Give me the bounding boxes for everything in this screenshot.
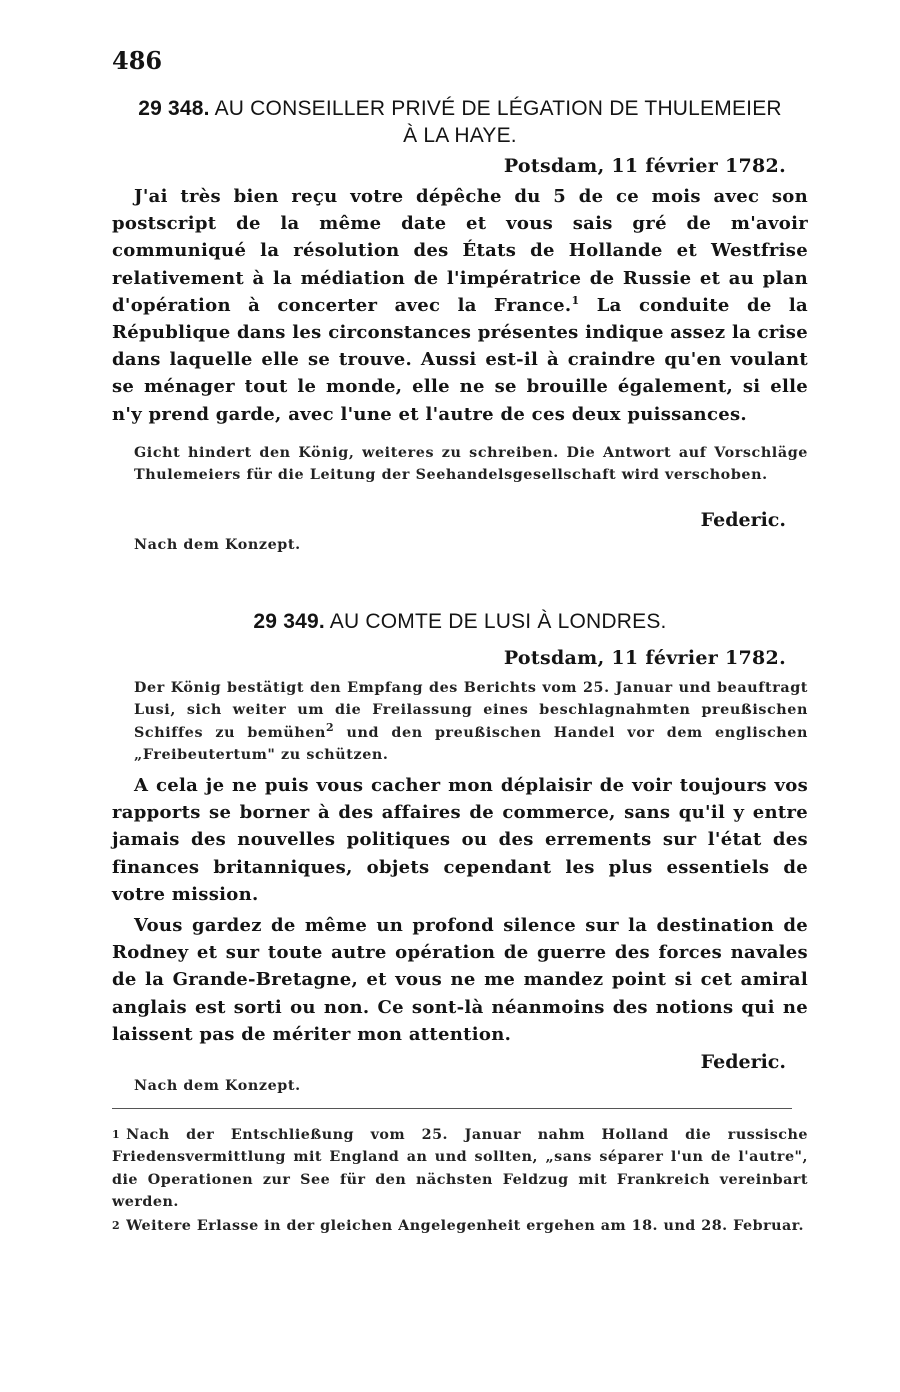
footnote-1-mark: 1 — [112, 1128, 121, 1141]
letter2-heading — [112, 608, 808, 635]
letter2-summary-part1: Der König bestätigt den Empfang des Berichts vom 25. Januar und beauftragt Lusi, sich weiter um die Freilassung eines beschlagnahmten preußischen Schiffes zu bemühen — [134, 680, 808, 741]
letter1-body-part1: J'ai très bien reçu votre dépêche du 5 de ce mois avec son postscript de la même date et vous sais gré de m'avoir communiqué la résolution des États de Hollande et Westfrise relativement à la médiation de l'impératrice de Russie et au plan d'opération à concerter avec la France. — [112, 186, 808, 316]
footnote-2-text: Weitere Erlasse in der gleichen Angelegenheit ergehen am 18. und 28. Februar. — [126, 1218, 804, 1234]
letter2-summary — [134, 677, 808, 767]
letter2-paragraph-1: A cela je ne puis vous cacher mon déplaisir de voir toujours vos rapports se borner à des affaires de commerce, sans qu'il y entre jamais des nouvelles politiques ou des errements sur l'état des finances britanniques, objets cependant les plus essentiels de votre mission. — [112, 775, 808, 905]
letter1-title-line2: À LA HAYE. — [403, 124, 517, 147]
letter2-summary-part2: und den preußischen Handel vor dem englischen „Freibeutertum" zu schützen. — [134, 724, 808, 764]
footnote-1-text: Nach der Entschließung vom 25. Januar nahm Holland die russische Friedensvermittlung mit England an und sollten, „sans séparer l'un de l'autre", die Operationen zur See für den nächsten Feldzug mit Frankreich vereinbart werden. — [112, 1127, 808, 1211]
letter1-source: Nach dem Konzept. — [134, 537, 301, 553]
letter2-signature: Federic. — [700, 1051, 786, 1073]
page-number: 486 — [112, 46, 163, 75]
letter2-source: Nach dem Konzept. — [134, 1078, 301, 1094]
footnote-divider — [112, 1108, 792, 1109]
letter1-dateline: Potsdam, 11 février 1782. — [503, 155, 786, 177]
footnote-2 — [112, 1215, 808, 1237]
letter1-number: 29 348. — [138, 97, 210, 120]
letter2-title: AU COMTE DE LUSI À LONDRES. — [329, 610, 667, 633]
footnote-ref-2: 2 — [326, 721, 335, 735]
footnote-2-mark: 2 — [112, 1219, 121, 1232]
letter2-paragraph-2: Vous gardez de même un profond silence sur la destination de Rodney et sur toute autre opération de guerre des forces navales de la Grande-Bretagne, et vous ne me mandez point si cet amiral anglais est sorti ou non. Ce sont-là néanmoins des notions qui ne laissent pas de mériter mon attention. — [112, 915, 808, 1045]
letter1-editor-note: Gicht hindert den König, weiteres zu schreiben. Die Antwort auf Vorschläge Thulemeiers für die Leitung der Seehandelsgesellschaft wird verschoben. — [134, 445, 808, 484]
letter2-number: 29 349. — [253, 610, 325, 633]
letter1-body-part2: La conduite de la République dans les circonstances présentes indique assez la crise dans laquelle elle se trouve. Aussi est-il à craindre qu'en voulant se ménager tout le monde, elle ne se brouille également, si elle n'y prend garde, avec l'une et l'autre de ces deux puissances. — [112, 294, 808, 425]
letter1-heading — [112, 95, 808, 149]
letter1-signature: Federic. — [700, 509, 786, 531]
footnote-1 — [112, 1124, 808, 1214]
letter2-dateline: Potsdam, 11 février 1782. — [503, 647, 786, 669]
letter1-title-line1: AU CONSEILLER PRIVÉ DE LÉGATION DE THULEMEIER — [214, 97, 782, 120]
footnote-ref-1: 1 — [571, 293, 580, 307]
letter1-body — [112, 183, 808, 428]
